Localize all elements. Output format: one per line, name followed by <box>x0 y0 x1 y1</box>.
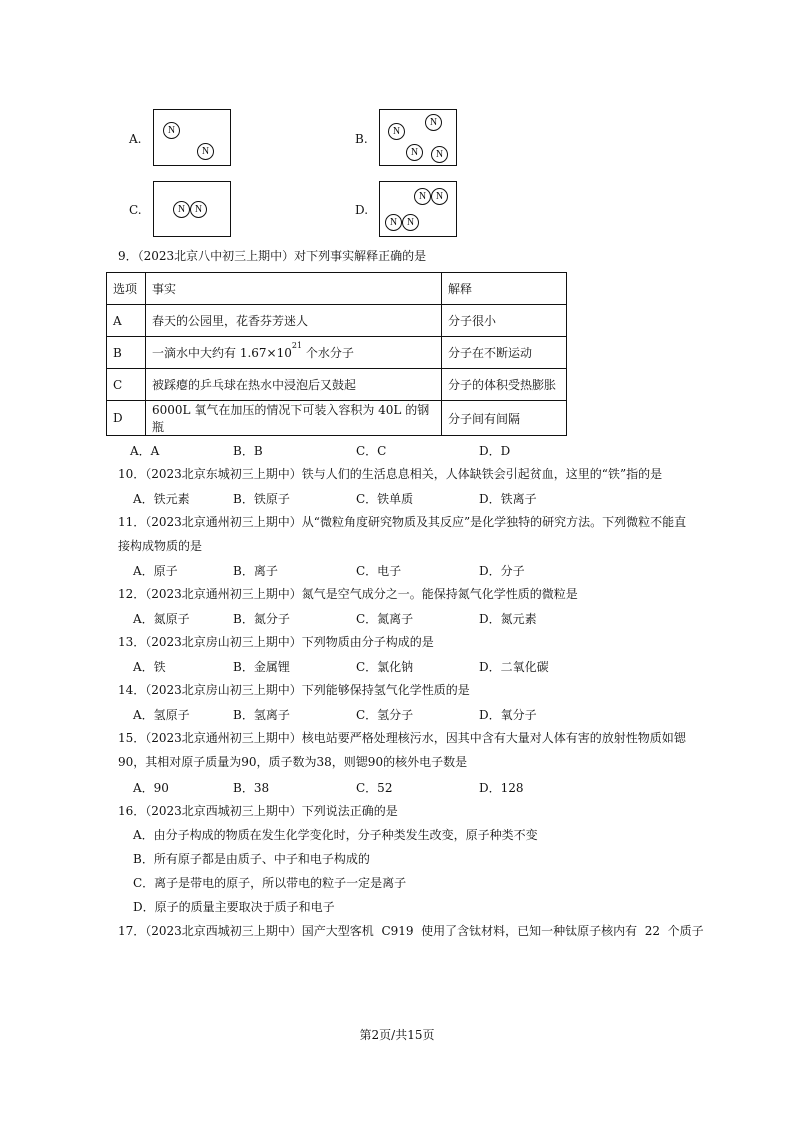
answer-d: D．铁离子 <box>479 492 537 506</box>
q13-answers <box>0 658 794 674</box>
table-header-row <box>107 273 567 305</box>
nitrogen-atom: N <box>402 214 419 231</box>
answer-c: C．氮离子 <box>356 612 414 626</box>
answer-a: A．铁元素 <box>133 492 190 506</box>
nitrogen-atom: N <box>197 143 214 160</box>
q8-option-b-diagram <box>379 109 457 166</box>
row-reason: 分子在不断运动 <box>442 337 567 369</box>
answer-a: A．90 <box>133 781 169 795</box>
fact-text: 一滴水中大约有 1.67×10 <box>152 346 292 360</box>
nitrogen-atom: N <box>388 123 405 140</box>
nitrogen-atom: N <box>163 122 180 139</box>
nitrogen-atom: N <box>385 214 402 231</box>
answer-d: D．128 <box>479 781 524 795</box>
fact-text: 个水分子 <box>302 346 354 360</box>
nitrogen-atom: N <box>431 188 448 205</box>
answer-c: C．氯化钠 <box>356 660 414 674</box>
answer-c: C．C <box>356 444 387 458</box>
q8-option-c-diagram <box>153 181 231 237</box>
nitrogen-atom: N <box>431 146 448 163</box>
page-number: 第2页/共15页 <box>359 1028 435 1042</box>
row-option: B <box>107 337 146 369</box>
header-reason: 解释 <box>442 273 567 305</box>
answer-d: D．氮元素 <box>479 612 537 626</box>
q11-stem: 11．（2023北京通州初三上期中）从“微粒角度研究物质及其反应”是化学独特的研究方法。下列微粒不能直 <box>118 515 687 529</box>
q16-option-b: B．所有原子都是由质子、中子和电子构成的 <box>133 852 370 866</box>
q14-stem: 14．（2023北京房山初三上期中）下列能够保持氢气化学性质的是 <box>118 683 470 697</box>
q8-option-d-label: D. <box>355 203 369 217</box>
row-reason: 分子很小 <box>442 305 567 337</box>
row-reason: 分子间有间隔 <box>442 401 567 436</box>
q10-answers <box>0 490 794 506</box>
row-reason: 分子的体积受热膨胀 <box>442 369 567 401</box>
answer-b: B．氢离子 <box>233 708 290 722</box>
q16-option-a: A．由分子构成的物质在发生化学变化时，分子种类发生改变，原子种类不变 <box>133 828 538 842</box>
table-row <box>107 369 567 401</box>
nitrogen-atom: N <box>414 188 431 205</box>
q17-stem: 17．（2023北京西城初三上期中）国产大型客机 C919 使用了含钛材料，已知一种钛原子核内有 22 个质子 <box>118 924 704 938</box>
answer-d: D．氧分子 <box>479 708 537 722</box>
answer-a: A．氮原子 <box>133 612 190 626</box>
q14-answers <box>0 706 794 722</box>
q15-stem-continued: 90，其相对原子质量为90，质子数为38，则锶90的核外电子数是 <box>118 755 468 769</box>
row-option: D <box>107 401 146 436</box>
answer-b: B．氮分子 <box>233 612 290 626</box>
answer-d: D．二氧化碳 <box>479 660 549 674</box>
q12-stem: 12．（2023北京通州初三上期中）氮气是空气成分之一。能保持氮气化学性质的微粒是 <box>118 587 578 601</box>
answer-c: C．电子 <box>356 564 402 578</box>
answer-d: D．分子 <box>479 564 525 578</box>
q13-stem: 13．（2023北京房山初三上期中）下列物质由分子构成的是 <box>118 635 434 649</box>
nitrogen-atom: N <box>425 114 442 131</box>
answer-a: A．铁 <box>133 660 166 674</box>
row-fact: 被踩瘪的乒乓球在热水中浸泡后又鼓起 <box>146 369 442 401</box>
answer-b: B．B <box>233 444 263 458</box>
q8-option-c-label: C. <box>129 203 142 217</box>
header-fact: 事实 <box>146 273 442 305</box>
q16-option-d: D．原子的质量主要取决于质子和电子 <box>133 900 335 914</box>
answer-b: B．金属锂 <box>233 660 290 674</box>
answer-a: A．A <box>130 444 160 458</box>
q11-answers <box>0 562 794 578</box>
row-fact: 6000L 氧气在加压的情况下可装入容积为 40L 的钢瓶 <box>146 401 442 436</box>
nitrogen-atom: N <box>406 144 423 161</box>
q9-stem: 9．（2023北京八中初三上期中）对下列事实解释正确的是 <box>118 249 427 263</box>
q10-stem: 10．（2023北京东城初三上期中）铁与人们的生活息息相关，人体缺铁会引起贫血，这里的“铁”指的是 <box>118 467 663 481</box>
answer-a: A．氢原子 <box>133 708 190 722</box>
q15-answers <box>0 779 794 795</box>
row-fact: 春天的公园里，花香芬芳迷人 <box>146 305 442 337</box>
q11-stem-continued: 接构成物质的是 <box>118 539 203 553</box>
row-option: C <box>107 369 146 401</box>
q8-option-b-label: B. <box>355 132 368 146</box>
q12-answers <box>0 610 794 626</box>
nitrogen-atom: N <box>173 201 190 218</box>
answer-b: B．38 <box>233 781 270 795</box>
row-fact <box>146 337 442 369</box>
table-row <box>107 305 567 337</box>
q8-option-a-label: A. <box>129 132 142 146</box>
nitrogen-atom: N <box>190 201 207 218</box>
answer-c: C．铁单质 <box>356 492 414 506</box>
exponent: 21 <box>291 341 303 350</box>
q8-option-d-diagram <box>379 181 457 237</box>
table-row <box>107 337 567 369</box>
q16-stem: 16．（2023北京西城初三上期中）下列说法正确的是 <box>118 804 398 818</box>
row-option: A <box>107 305 146 337</box>
answer-d: D．D <box>479 444 511 458</box>
header-option: 选项 <box>107 273 146 305</box>
q16-option-c: C．离子是带电的原子，所以带电的粒子一定是离子 <box>133 876 407 890</box>
answer-b: B．铁原子 <box>233 492 290 506</box>
q9-fact-table <box>106 272 567 436</box>
answer-a: A．原子 <box>133 564 178 578</box>
table-row <box>107 401 567 436</box>
answer-c: C．52 <box>356 781 393 795</box>
answer-c: C．氢分子 <box>356 708 414 722</box>
answer-b: B．离子 <box>233 564 278 578</box>
q15-stem: 15．（2023北京通州初三上期中）核电站要严格处理核污水，因其中含有大量对人体有害的放射性物质如锶 <box>118 731 686 745</box>
q8-option-a-diagram <box>153 109 231 166</box>
q9-answers <box>0 442 794 458</box>
